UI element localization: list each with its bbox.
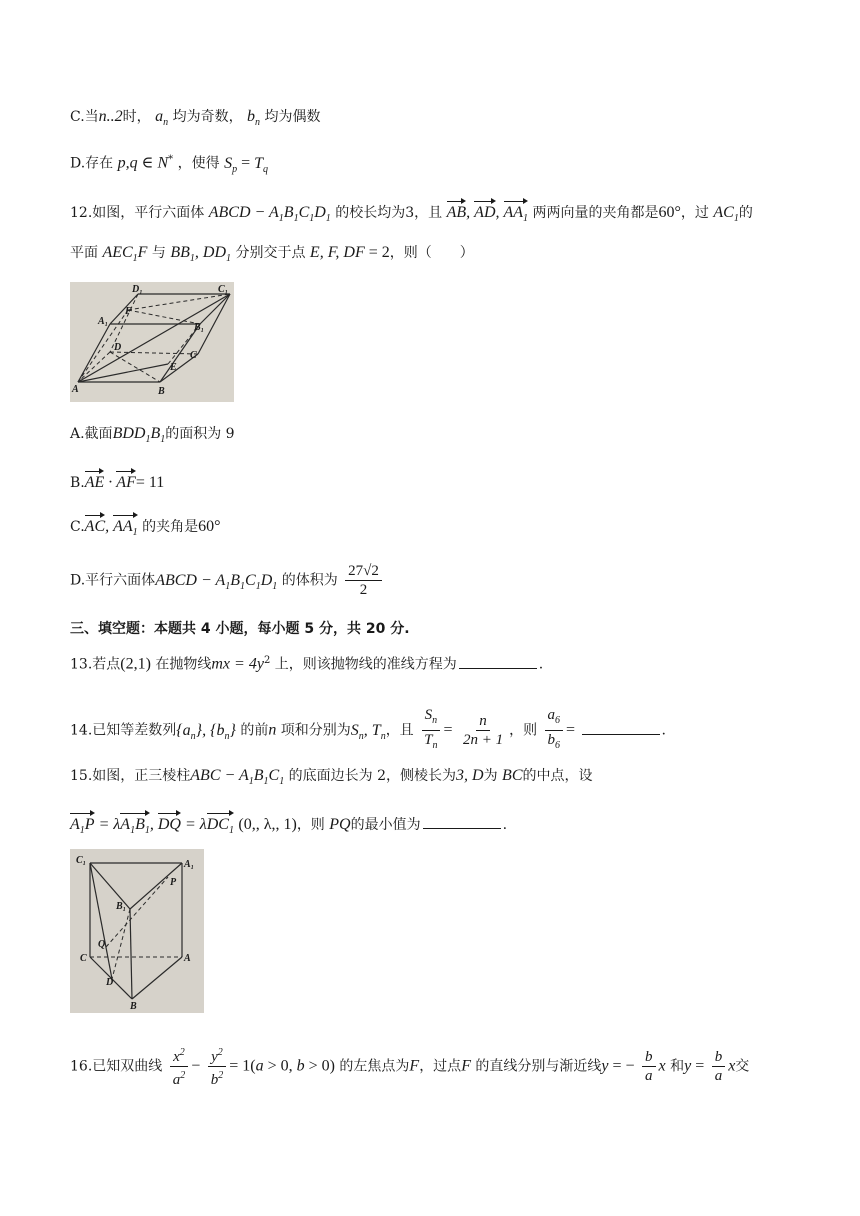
q15-stem-line2: $A_1P = \lambda A_1B_1$, DQ = λDC$_1$ (0,, λ,, 1)，则 PQ的最小值为 . bbox=[70, 811, 507, 841]
svg-text:Q: Q bbox=[98, 939, 106, 950]
svg-text:B: B bbox=[158, 386, 165, 397]
svg-text:A: A bbox=[72, 384, 79, 395]
q14: 14.已知等差数列$\{a_n\}$, $\{b_n\}$ 的前n 项和分别为$S_n$, $T_n$，且 $\frac{S_n}{T_n}$ = $\frac{n}{2n + 1}$ ，则 $\frac{a_6}{b_6}$ = . bbox=[70, 707, 666, 751]
parallelepiped-figure bbox=[70, 282, 234, 402]
svg-text:D₁: D₁ bbox=[132, 284, 143, 295]
q15-stem-line1: 15.如图，正三棱柱ABC − $A_1B_1C_1$ 的底面边长为 2，侧棱长为3, D为 BC的中点，设 bbox=[70, 767, 593, 788]
q13-answer-blank[interactable] bbox=[459, 654, 537, 669]
svg-text:C₁: C₁ bbox=[76, 855, 87, 866]
q12-option-b: B.AE · AF= 11 bbox=[70, 469, 164, 493]
svg-text:F: F bbox=[125, 306, 132, 317]
parallelepiped-diagram bbox=[70, 282, 234, 402]
svg-text:A₁: A₁ bbox=[98, 316, 109, 327]
svg-text:D: D bbox=[114, 342, 122, 353]
q14-answer-blank[interactable] bbox=[582, 720, 660, 735]
q16: 16.已知双曲线 $\frac{x^2}{a^2}$ − $\frac{y^2}{b^2}$ = 1(a > 0, b > 0) 的左焦点为F，过点F 的直线分别与渐近线y = − $\frac{b}{a}$ x 和y = $\frac{b}{a}$ x交 bbox=[70, 1044, 749, 1089]
svg-text:B₁: B₁ bbox=[116, 901, 127, 912]
svg-text:B: B bbox=[130, 1001, 137, 1012]
prism-figure bbox=[70, 849, 204, 1013]
section-3-title: 三、填空题：本题共 4 小题，每小题 5 分，共 20 分. bbox=[70, 621, 410, 637]
q12-option-c: C.AC, $AA_1$ 的夹角是60° bbox=[70, 513, 221, 543]
q12-stem-line1: 12.如图，平行六面体 ABCD − $A_1B_1C_1D_1$ 的校长均为3，且 AB, AD, $AA_1$ 两两向量的夹角都是60°，过 $AC_1$的 bbox=[70, 199, 753, 229]
option-d-q11: D.存在 p,q ∈ N* ，使得 $S_p = T_q$ bbox=[70, 154, 268, 175]
svg-text:B₁: B₁ bbox=[194, 322, 205, 333]
q12-stem-line2: 平面 $AEC_1F$ 与 $BB_1$, $DD_1$ 分别交于点 E, F, DF = 2，则（ ） bbox=[70, 244, 474, 265]
svg-text:D: D bbox=[106, 977, 114, 988]
q12-option-a: A.截面$BDD_1B_1$的面积为 9 bbox=[70, 425, 235, 446]
svg-text:C₁: C₁ bbox=[218, 284, 229, 295]
q13: 13.若点(2,1) 在抛物线mx = $4y^2$ 上，则该抛物线的准线方程为 . bbox=[70, 655, 544, 673]
svg-text:P: P bbox=[170, 877, 177, 888]
q15-answer-blank[interactable] bbox=[423, 814, 501, 829]
q12-option-d: D.平行六面体ABCD − $A_1B_1C_1D_1$ 的体积为 $\frac{27√2}{2}$ bbox=[70, 562, 385, 599]
svg-text:C: C bbox=[80, 953, 87, 964]
prism-diagram bbox=[70, 849, 204, 1013]
svg-text:E: E bbox=[170, 362, 177, 373]
option-c-q11: C.当n..2时， $a_n$ 均为奇数， $b_n$ 均为偶数 bbox=[70, 108, 321, 129]
svg-text:A₁: A₁ bbox=[184, 859, 195, 870]
svg-text:A: A bbox=[184, 953, 191, 964]
svg-text:C: C bbox=[190, 350, 197, 361]
